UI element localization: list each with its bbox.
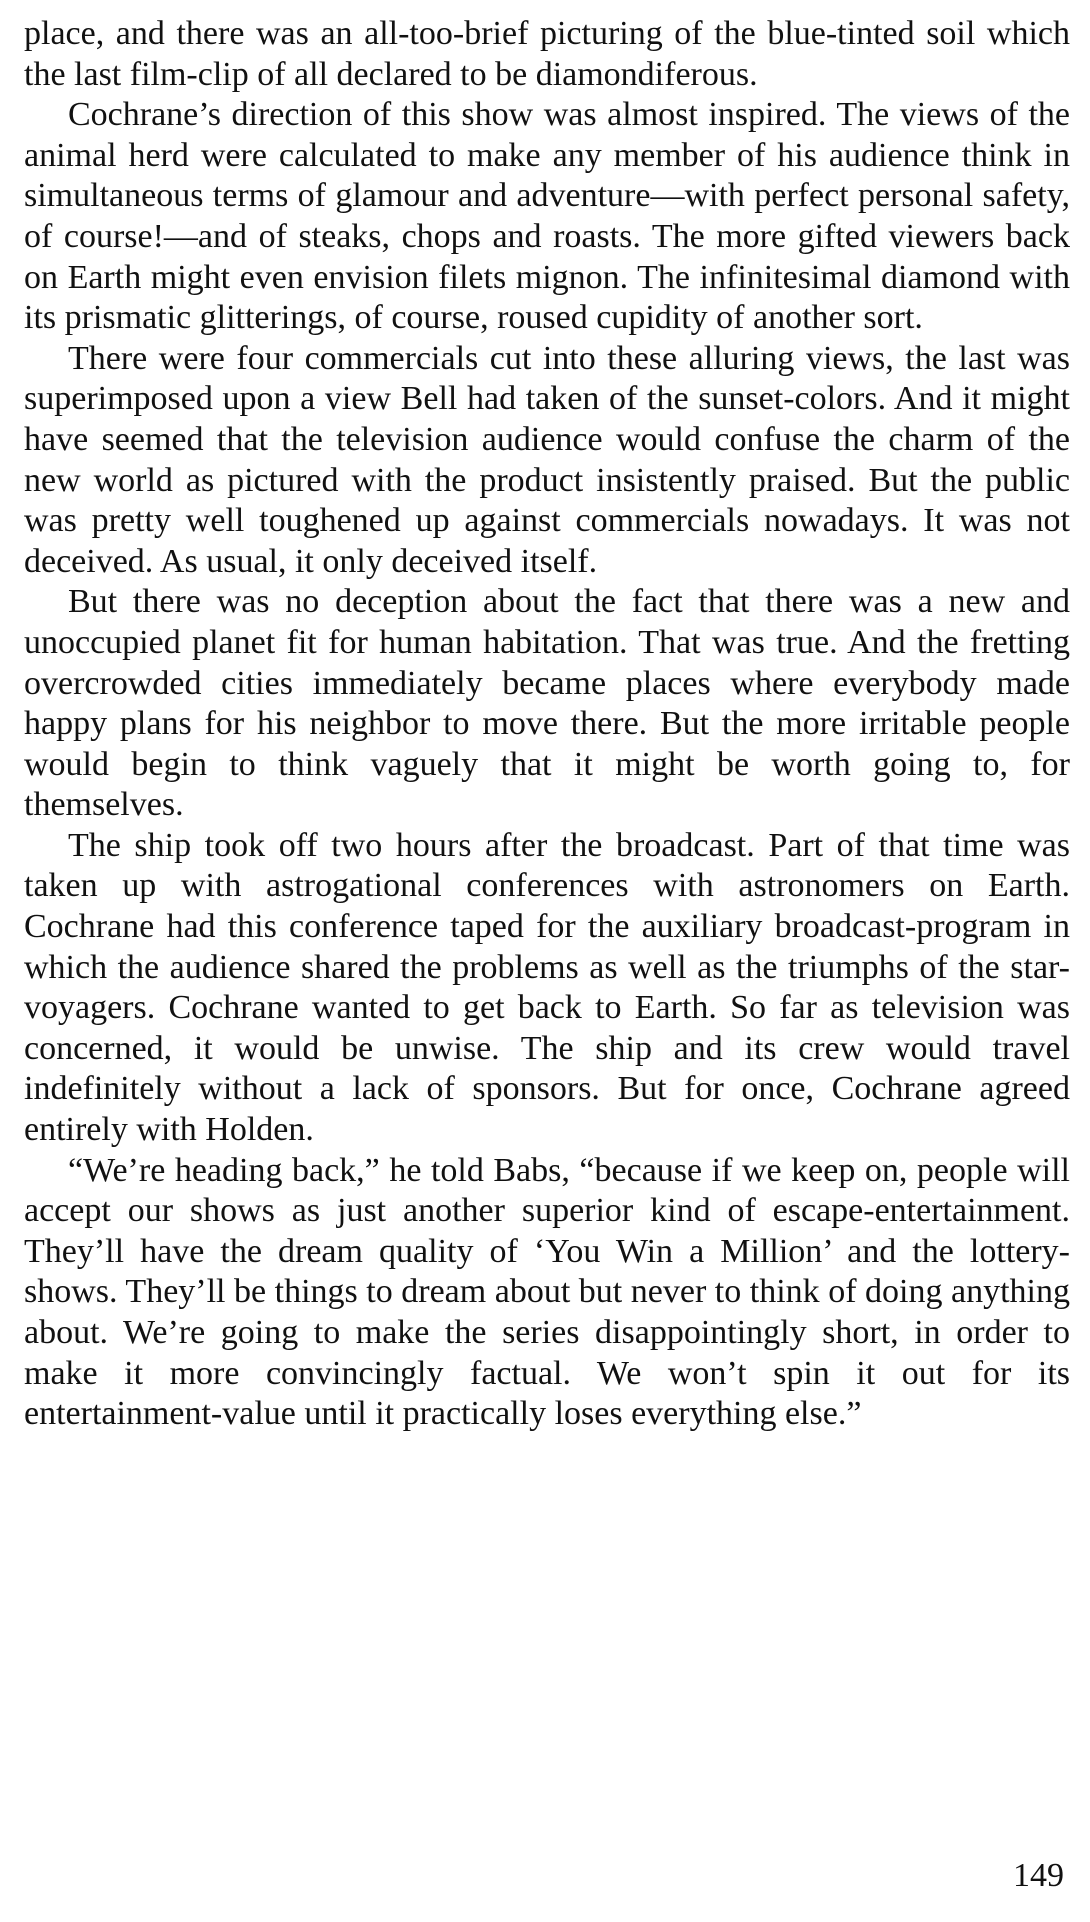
book-page — [24, 14, 1070, 1914]
paragraph-6: “We’re heading back,” he told Babs, “because if we keep on, people will accept our shows as just another superior kind of escape-entertainment. They’ll have the dream quality of ‘You Win a Million’ and the lottery-shows. They’ll be things to dream about but never to think of doing anything about. We’re going to make the series disappointingly short, in order to make it more convincingly factual. We won’t spin it out for its entertainment-value until it practically loses everything else.” — [24, 1151, 1070, 1433]
paragraph-5: The ship took off two hours after the broadcast. Part of that time was taken up with astrogational conferences with astronomers on Earth. Cochrane had this conference taped for the auxiliary broadcast-program in which the audience shared the problems as well as the triumphs of the star-voyagers. Cochrane wanted to get back to Earth. So far as television was concerned, it would be unwise. The ship and its crew would travel indefinitely without a lack of sponsors. But for once, Cochrane agreed entirely with Holden. — [24, 826, 1070, 1149]
paragraph-3: There were four commercials cut into these alluring views, the last was superimposed upon a view Bell had taken of the sunset-colors. And it might have seemed that the television audience would confuse the charm of the new world as pictured with the product insistently praised. But the public was pretty well toughened up against commercials nowadays. It was not deceived. As usual, it only deceived itself. — [24, 339, 1070, 580]
paragraph-1: place, and there was an all-too-brief picturing of the blue-tinted soil which the last film-clip of all declared to be diamondiferous. — [24, 15, 1070, 93]
paragraph-4: But there was no deception about the fact that there was a new and unoccupied planet fit for human habitation. That was true. And the fretting overcrowded cities immediately became places where everybody made happy plans for his neighbor to move there. But the more irritable people would begin to think vaguely that it might be worth going to, for themselves. — [24, 583, 1070, 824]
page-number: 149 — [1013, 1857, 1064, 1894]
paragraph-2: Cochrane’s direction of this show was almost inspired. The views of the animal herd were calculated to make any member of his audience think in simultaneous terms of glamour and adventure—with perfect personal safety, of course!—and of steaks, chops and roasts. The more gifted viewers back on Earth might even envision filets mignon. The infinitesimal diamond with its prismatic glitterings, of course, roused cupidity of another sort. — [24, 96, 1070, 337]
